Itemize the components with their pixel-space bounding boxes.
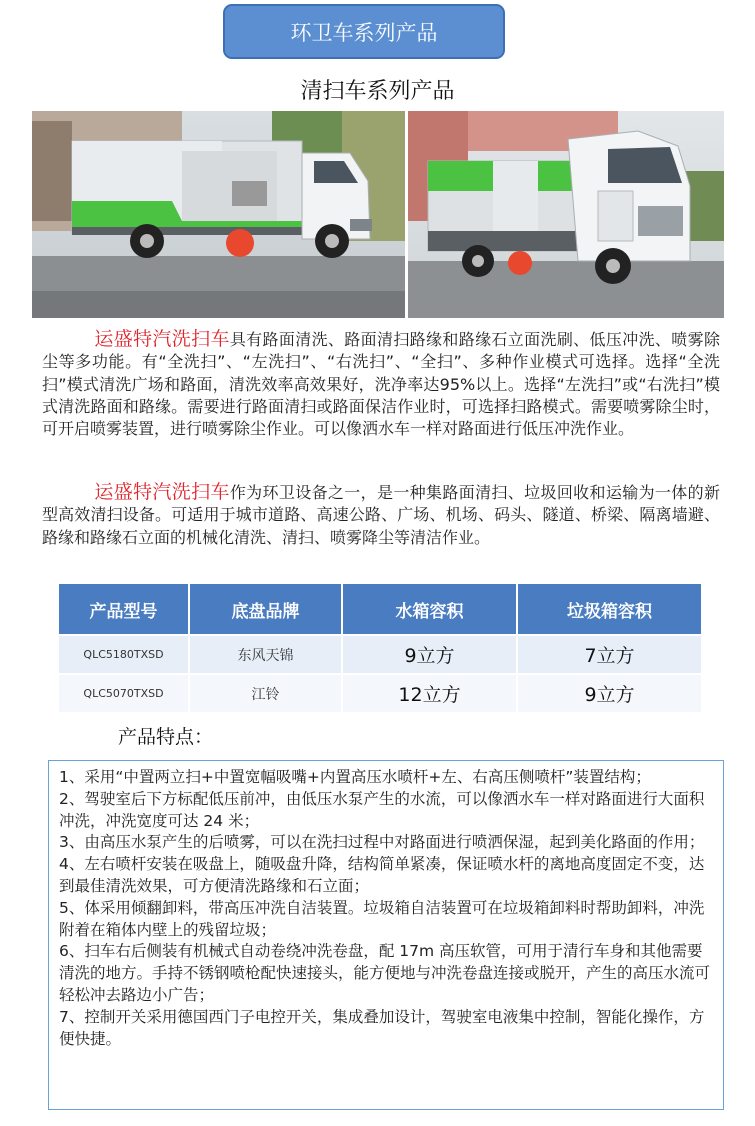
cell-model: QLC5070TXSD [59, 674, 189, 712]
cell-chassis: 东风天锦 [189, 635, 342, 674]
cell-model: QLC5180TXSD [59, 635, 189, 674]
column-header-water-tank: 水箱容积 [342, 584, 517, 635]
intro-paragraph-1 [42, 328, 720, 440]
feature-item: 5、体采用倾翻卸料，带高压冲洗自洁装置。垃圾箱自洁装置可在垃圾箱卸料时帮助卸料，冲洗附着在箱体内壁上的残留垃圾； [59, 898, 705, 939]
banner-title: 环卫车系列产品 [290, 20, 438, 45]
section-banner [223, 4, 505, 59]
page-subtitle: 清扫车系列产品 [300, 79, 455, 104]
feature-item: 1、采用“中置两立扫+中置宽幅吸嘴+内置高压水喷杆+左、右高压侧喷杆”装置结构； [59, 768, 651, 786]
feature-item: 7、控制开关采用德国西门子电控开关，集成叠加设计，驾驶室电液集中控制，智能化操作，方便快捷。 [59, 1007, 705, 1048]
cell-water-tank: 9立方 [342, 635, 517, 674]
cell-water-tank: 12立方 [342, 674, 517, 712]
intro-paragraph-2 [42, 481, 720, 549]
feature-item: 6、扫车右后侧装有机械式自动卷绕冲洗卷盘，配 17m 高压软管，可用于清行车身和其他需要清洗的地方。手持不锈钢喷枪配快速接头，能方便地与冲洗卷盘连接或脱开，产生的高压水流可轻松冲去路边小广告； [59, 942, 711, 1004]
column-header-garbage-bin: 垃圾箱容积 [517, 584, 701, 635]
column-header-chassis: 底盘品牌 [189, 584, 342, 635]
brand-name: 运盛特汽洗扫车 [94, 481, 230, 503]
table-row [59, 635, 701, 674]
cell-garbage-bin: 7立方 [517, 635, 701, 674]
brand-name: 运盛特汽洗扫车 [94, 328, 230, 350]
table-header-row [59, 584, 701, 635]
column-header-model: 产品型号 [59, 584, 189, 635]
table-row [59, 674, 701, 712]
features-list [59, 767, 713, 1050]
feature-item: 2、驾驶室后下方标配低压前冲，由低压水泵产生的水流，可以像洒水车一样对路面进行大面积冲洗，冲洗宽度可达 24 米； [59, 789, 705, 830]
feature-item: 4、左右喷杆安装在吸盘上，随吸盘升降，结构简单紧凑，保证喷水杆的离地高度固定不变，达到最佳清洗效果，可方便清洗路缘和石立面； [59, 855, 705, 895]
cell-garbage-bin: 9立方 [517, 674, 701, 712]
intro-text: 具有路面清洗、路面清扫路缘和路缘石立面洗刷、低压冲洗、喷雾除尘等多功能。有“全洗扫”、“左洗扫”、“右洗扫”、“全扫”、多种作业模式可选择。选择“全洗扫”模式清洗广场和路面，清洗效率高效果好，洗净率达95%以上。选择“左洗扫”或“右洗扫”模式清洗路面和路缘。需要进行路面清扫或路面保洁作业时，可选择扫路模式。需要喷雾除尘时，可开启喷雾装置，进行喷雾除尘作业。可以像洒水车一样对路面进行低压冲洗作业。 [42, 330, 720, 439]
truck-photo-left [32, 111, 405, 318]
spec-table [59, 584, 701, 712]
intro-text: 作为环卫设备之一，是一种集路面清扫、垃圾回收和运输为一体的新型高效清扫设备。可适用于城市道路、高速公路、广场、机场、码头、隧道、桥梁、隔离墙避、路缘和路缘石立面的机械化清洗、清扫、喷雾降尘等清洁作业。 [42, 483, 720, 547]
features-box [48, 760, 724, 1110]
truck-photo-right [408, 111, 724, 318]
feature-item: 3、由高压水泵产生的后喷雾，可以在洗扫过程中对路面进行喷洒保湿，起到美化路面的作用； [59, 833, 705, 852]
features-heading: 产品特点： [118, 726, 214, 748]
cell-chassis: 江铃 [189, 674, 342, 712]
